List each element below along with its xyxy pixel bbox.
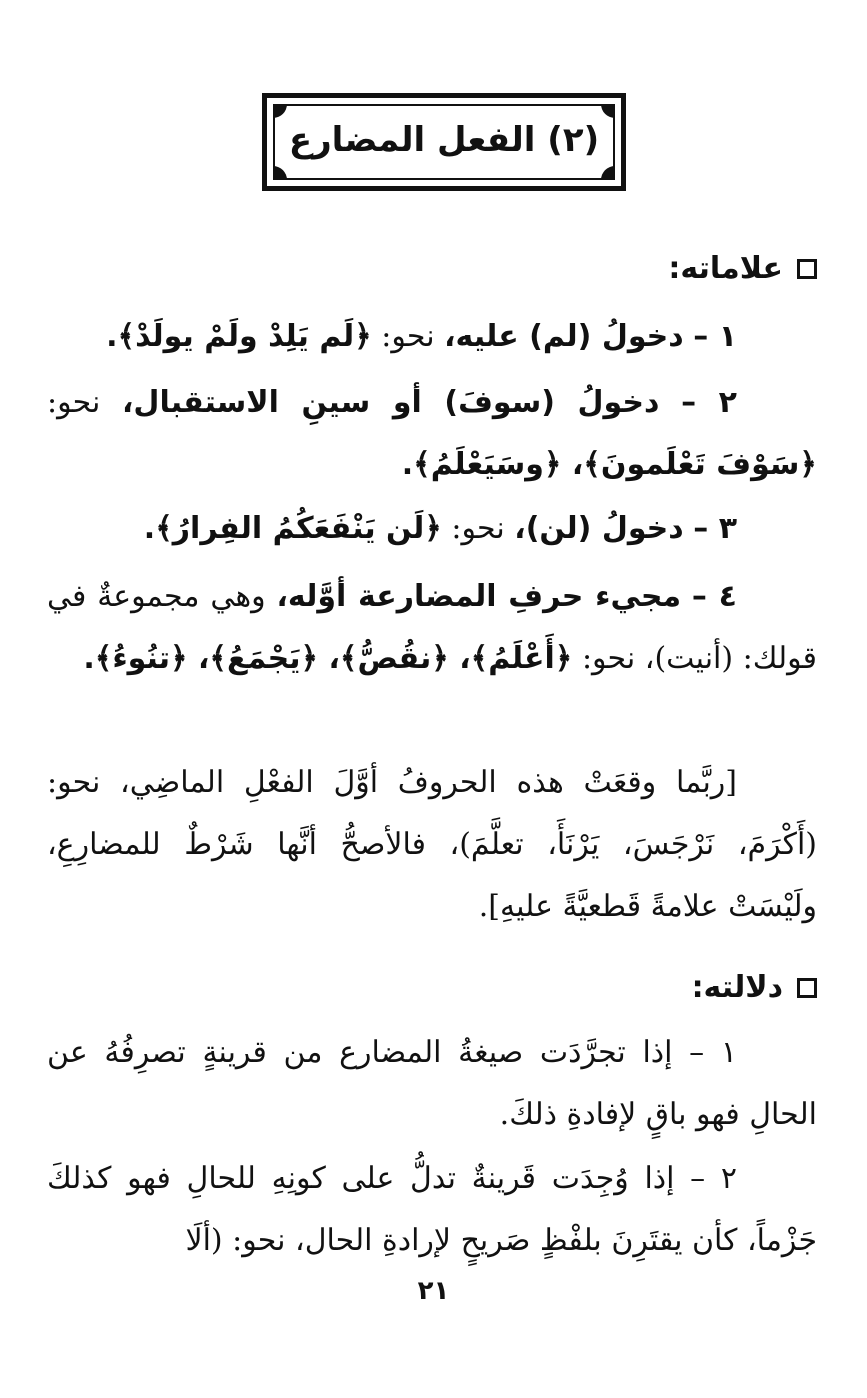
sign-item-4 bbox=[47, 566, 817, 690]
page-title: (٢) الفعل المضارع bbox=[288, 120, 600, 160]
section-heading-signs bbox=[668, 245, 817, 293]
item-number: ٣ – bbox=[693, 511, 737, 546]
meaning-heading-text: دلالته: bbox=[691, 970, 783, 1005]
item-text: وهي مجموعةٌ في قولك: (أنيت)، نحو: bbox=[47, 579, 817, 676]
item-bold-text: دخولُ (لم) عليه، bbox=[444, 319, 684, 354]
square-bullet-icon bbox=[797, 259, 817, 279]
item-bold-text: دخولُ (سوفَ) أو سينِ الاستقبال، bbox=[122, 385, 660, 420]
item-example: ﴿أَعْلَمُ﴾، ﴿نقُصُّ﴾، ﴿يَجْمَعُ﴾، ﴿تنُوءُ﴾. bbox=[83, 641, 573, 676]
item-bold-text: مجيء حرفِ المضارعة أوَّله، bbox=[276, 579, 682, 614]
sign-item-3 bbox=[47, 498, 817, 560]
sign-item-2 bbox=[47, 372, 817, 496]
title-frame bbox=[262, 93, 626, 191]
sign-item-1 bbox=[47, 306, 817, 368]
item-example: ﴿لَم يَلِدْ ولَمْ يولَدْ﴾. bbox=[106, 319, 372, 354]
page-number: ٢١ bbox=[417, 1276, 450, 1306]
meaning-item-2: ٢ – إذا وُجِدَت قَرينةٌ تدلُّ على كونِهِ للحالِ فهو كذلكَ جَزْماً، كأن يقتَرِنَ بلفْظٍ صَريحٍ لإرادةِ الحال، نحو: (ألَا bbox=[47, 1161, 817, 1258]
item-number: ٢ – bbox=[681, 385, 737, 420]
frame-corner-ornament bbox=[601, 166, 615, 180]
item-example: ﴿سَوْفَ تَعْلَمونَ﴾، ﴿وسَيَعْلَمُ﴾. bbox=[401, 447, 817, 482]
meaning-item-1: ١ – إذا تجرَّدَت صيغةُ المضارع من قرينةٍ تصرِفُهُ عن الحالِ فهو باقٍ لإفادةِ ذلكَ. bbox=[47, 1035, 817, 1132]
item-number: ١ – bbox=[693, 319, 737, 354]
item-example: ﴿لَن يَنْفَعَكُمُ الفِرارُ﴾. bbox=[143, 511, 442, 546]
item-text: نحو: bbox=[47, 385, 101, 420]
item-text: نحو: bbox=[381, 319, 435, 354]
item-text: نحو: bbox=[451, 511, 505, 546]
frame-corner-ornament bbox=[273, 166, 287, 180]
square-bullet-icon bbox=[797, 978, 817, 998]
note-paragraph: [ربَّما وقعَتْ هذه الحروفُ أوَّلَ الفعْلِ الماضِي، نحو: (أَكْرَمَ، نَرْجَسَ، يَرْنَأَ، تعلَّمَ)، فالأصحُّ أنَّها شَرْطٌ للمضارِعِ، ولَيْسَتْ علامةً قَطعيَّةً عليهِ]. bbox=[47, 765, 817, 924]
item-bold-text: دخولُ (لن)، bbox=[514, 511, 684, 546]
item-number: ٤ – bbox=[691, 579, 737, 614]
section-heading-meaning bbox=[692, 964, 817, 1012]
signs-heading-text: علاماته: bbox=[668, 251, 783, 286]
